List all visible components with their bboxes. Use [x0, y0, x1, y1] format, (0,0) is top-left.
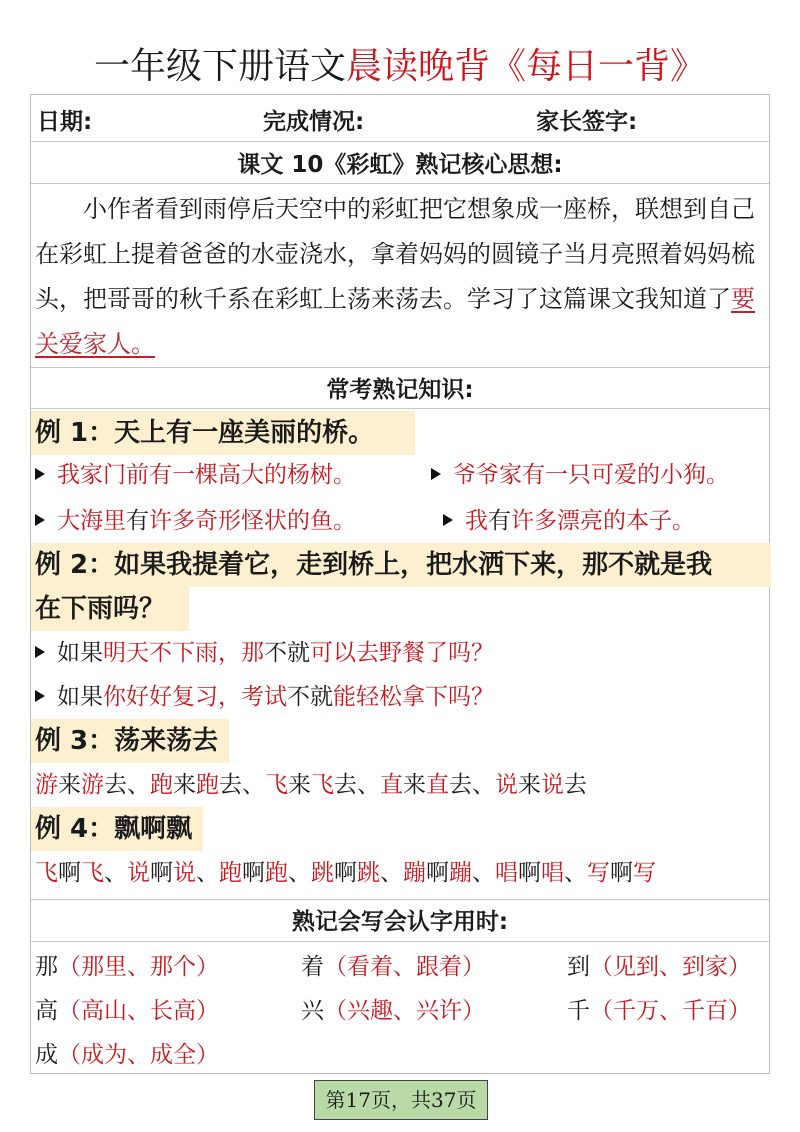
- lesson-paragraph: [35, 187, 767, 367]
- page-title: [0, 40, 800, 94]
- triangle-bullet-icon: [35, 646, 45, 658]
- ex1-title: 例 1：天上有一座美丽的桥。: [31, 411, 415, 455]
- ex3-title: 例 3：荡来荡去: [31, 719, 229, 763]
- lesson-text: 小作者看到雨停后天空中的彩虹把它想象成一座桥，联想到自己在彩虹上提着爸爸的水壶浇水，拿着妈妈的圆镜子当月亮照着妈妈梳头，把哥哥的秋千系在彩虹上荡来荡去。学习了这篇课文我知道了: [35, 195, 755, 313]
- char-entry: 那（那里、那个）: [35, 954, 219, 980]
- triangle-bullet-icon: [35, 468, 45, 480]
- title-red: 晨读晚背《每日一背》: [346, 46, 707, 87]
- date-label: 日期:: [37, 109, 93, 135]
- triangle-bullet-icon: [443, 514, 453, 526]
- page-number: 第17页，共37页: [314, 1080, 488, 1120]
- char-entry: 成（成为、成全）: [35, 1042, 219, 1068]
- ex2-title-line2: 在下雨吗？: [31, 587, 189, 631]
- divider: [31, 367, 769, 368]
- triangle-bullet-icon: [35, 690, 45, 702]
- lesson-underlined: 要关爱家人。: [35, 285, 755, 358]
- status-label: 完成情况:: [263, 109, 365, 135]
- divider: [31, 408, 769, 409]
- title-black: 一年级下册语文: [93, 46, 346, 87]
- worksheet: [30, 94, 770, 1074]
- ex1-item: 我有许多漂亮的本子。: [443, 501, 695, 541]
- triangle-bullet-icon: [35, 514, 45, 526]
- chars-title: 熟记会写会认字用时:: [291, 909, 509, 935]
- divider: [31, 183, 769, 184]
- char-entry: 兴（兴趣、兴许）: [301, 998, 485, 1024]
- ex1-item: 爷爷家有一只可爱的小狗。: [431, 455, 729, 495]
- ex4-line: 飞啊飞、说啊说、跑啊跑、跳啊跳、蹦啊蹦、唱啊唱、写啊写: [35, 860, 656, 886]
- triangle-bullet-icon: [431, 468, 441, 480]
- divider: [31, 141, 769, 142]
- ex3-line: 游来游去、跑来跑去、飞来飞去、直来直去、说来说去: [35, 772, 587, 798]
- ex1-item: 我家门前有一棵高大的杨树。: [35, 455, 356, 495]
- ex2-item: 如果你好好复习，考试不就能轻松拿下吗？: [35, 677, 494, 717]
- divider: [31, 899, 769, 900]
- knowledge-title: 常考熟记知识:: [326, 377, 474, 403]
- ex1-item: 大海里有许多奇形怪状的鱼。: [35, 501, 356, 541]
- ex2-item: 如果明天不下雨，那不就可以去野餐了吗？: [35, 633, 494, 673]
- ex2-title-line1: 例 2：如果我提着它，走到桥上，把水洒下来，那不就是我: [31, 543, 771, 587]
- char-entry: 到（见到、到家）: [567, 954, 751, 980]
- ex4-title: 例 4：飘啊飘: [31, 807, 203, 851]
- divider: [31, 941, 769, 942]
- parent-sign-label: 家长签字:: [536, 109, 638, 135]
- char-entry: 着（看着、跟着）: [301, 954, 485, 980]
- char-entry: 千（千万、千百）: [567, 998, 751, 1024]
- lesson-title: 课文 10《彩虹》熟记核心思想:: [237, 152, 563, 178]
- char-entry: 高（高山、长高）: [35, 998, 219, 1024]
